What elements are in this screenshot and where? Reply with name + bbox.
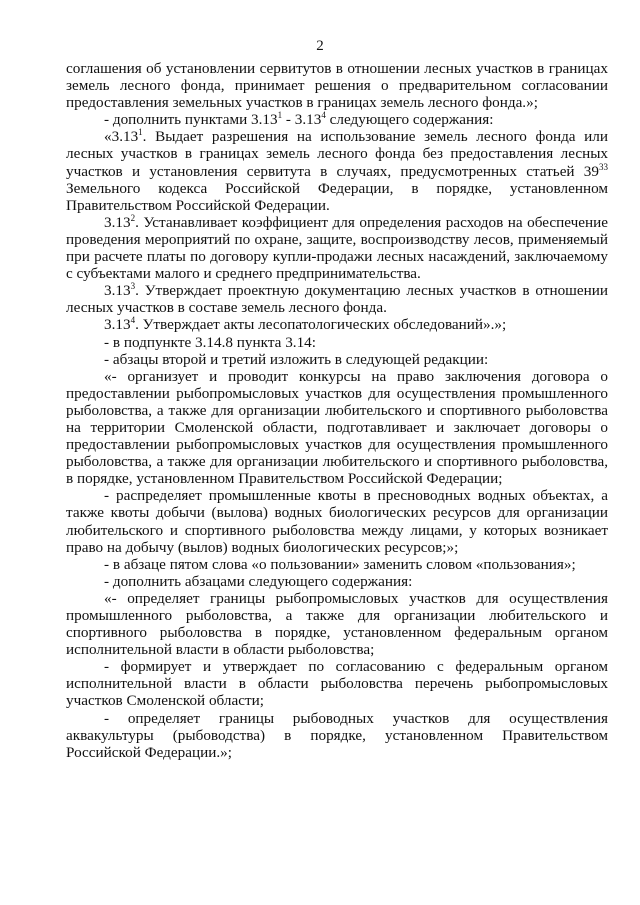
superscript: 4 (130, 315, 136, 326)
text-run: - дополнить абзацами следующего содержания: (104, 572, 413, 590)
text-run: . Утверждает проектную документацию лесных участков в отношении лесных участков в составе земель лесного фонда. (66, 282, 608, 317)
text-run: «- организует и проводит конкурсы на право заключения договора о предоставлении рыбопромысловых участков для осуществления промышленного рыболовства, а также для организации любительского и спортивного рыболовства на территории Смоленской области, подготавливает и заключает договоры о предоставлении рыбопромысловых участков для осуществления промышленного рыболовства, а также для организации любительского и спортивного рыболовства, в порядке, установленном Правительством Российской Федерации; (66, 367, 608, 488)
paragraph (66, 214, 608, 282)
paragraph (66, 128, 608, 213)
paragraph (66, 368, 608, 488)
paragraph (66, 111, 608, 128)
paragraph (66, 658, 608, 709)
superscript: 33 (599, 161, 608, 172)
text-run: соглашения об установлении сервитутов в отношении лесных участков в границах земель лесного фонда, принимает решения о предварительном согласовании предоставления земельных участков в границах земель лесного фонда.»; (66, 60, 608, 112)
text-run: «- определяет границы рыбопромысловых участков для осуществления промышленного рыболовства, а также для организации любительского и спортивного рыболовства в порядке, установленном федеральным органом исполнительной власти в области рыболовства; (66, 589, 608, 659)
text-run: Земельного кодекса Российской Федерации, в порядке, установленном Правительством Российской Федерации. (66, 179, 608, 214)
text-run: 3.13 (104, 213, 131, 231)
text-run: - формирует и утверждает по согласованию с федеральным органом исполнительной власти в области рыболовства перечень рыбопромысловых участков Смоленской области; (66, 658, 608, 710)
paragraph (66, 710, 608, 761)
document-body (66, 60, 608, 761)
paragraph (66, 334, 608, 351)
paragraph (66, 590, 608, 658)
paragraph (66, 351, 608, 368)
paragraph (66, 282, 608, 316)
paragraph (66, 60, 608, 111)
text-run: - определяет границы рыбоводных участков для осуществления аквакультуры (рыбоводства) в порядке, установленном Правительством Российской Федерации.»; (66, 709, 608, 761)
superscript: 2 (130, 212, 136, 223)
paragraph (66, 316, 608, 333)
text-run: . Утверждает акты лесопатологических обследований».»; (135, 316, 507, 334)
text-run: - в абзаце пятом слова «о пользовании» заменить словом «пользования»; (104, 555, 576, 573)
superscript: 4 (321, 110, 326, 121)
paragraph (66, 556, 608, 573)
text-run: - дополнить пунктами 3.13 (104, 111, 278, 129)
text-run: 3.13 (104, 316, 131, 334)
superscript: 1 (277, 110, 283, 121)
paragraph (66, 573, 608, 590)
text-run: . Выдает разрешения на использование земель лесного фонда или лесных участков в границах земель лесного фонда без предоставления лесных участков и установления сервитута в случаях, предусмотренных статьей 39 (66, 128, 608, 180)
text-run: «3.13 (104, 128, 139, 146)
text-run: следующего содержания: (325, 111, 494, 129)
text-run: . Устанавливает коэффициент для определения расходов на обеспечение проведения мероприятий по охране, защите, воспроизводству лесов, применяемый при расчете платы по договору купли-продажи лесных насаждений, заключаемому с субъектами малого и среднего предпринимательства. (66, 213, 608, 283)
superscript: 3 (130, 281, 136, 292)
text-run: - абзацы второй и третий изложить в следующей редакции: (104, 350, 489, 368)
text-run: 3.13 (104, 282, 131, 300)
page-number: 2 (316, 38, 324, 54)
text-run: - распределяет промышленные квоты в пресноводных водных объектах, а также квоты добычи (вылова) водных биологических ресурсов для организации любительского и спортивного рыболовства между лицами, у которых возникает право на добычу (вылов) водных биологических ресурсов;»; (66, 487, 608, 556)
superscript: 1 (138, 127, 143, 138)
paragraph (66, 487, 608, 555)
text-run: - 3.13 (282, 111, 322, 129)
text-run: - в подпункте 3.14.8 пункта 3.14: (104, 333, 316, 351)
